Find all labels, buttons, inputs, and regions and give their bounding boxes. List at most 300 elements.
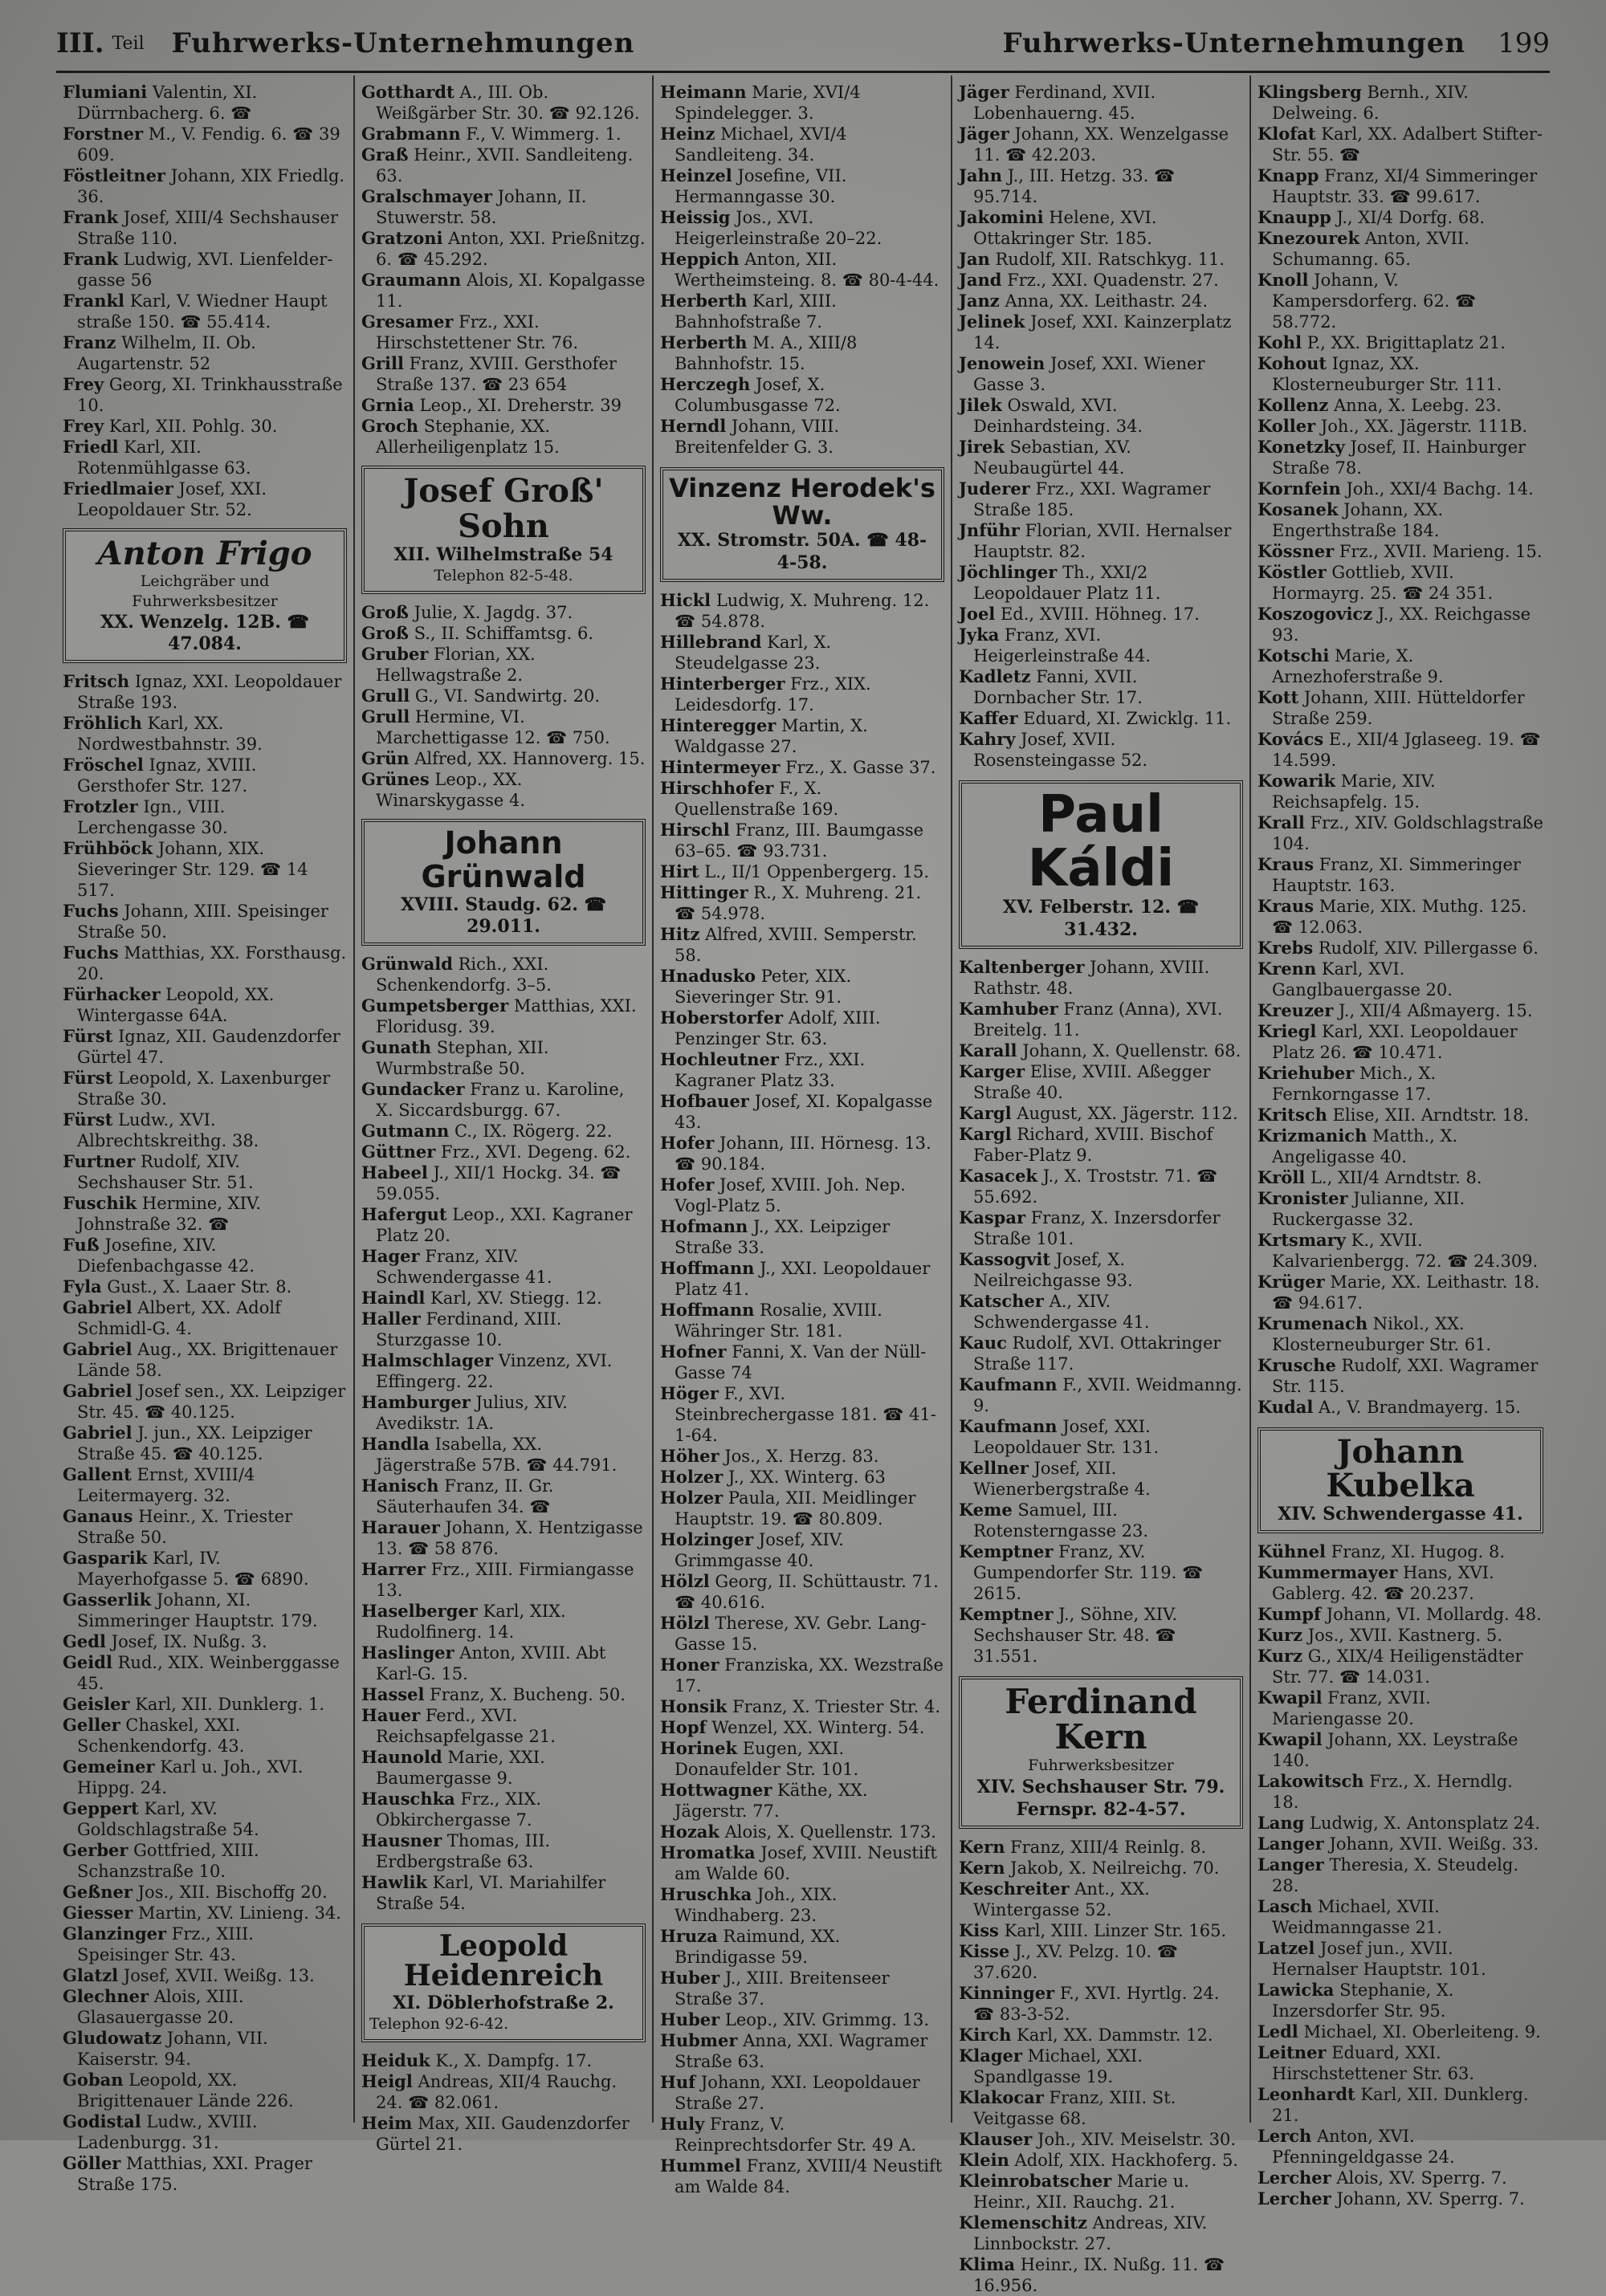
entry-name: Glechner [63,1986,149,2006]
entry-details: Leopold, XX. Wintergasse 64A. [77,985,275,1025]
entry-name: Gallent [63,1464,132,1484]
directory-entry [63,2070,347,2111]
entry-name: Karger [959,1061,1025,1082]
entry-details: C., IX. Rögerg. 22. [454,1121,613,1141]
entry-name: Jahn [959,165,1003,185]
directory-entry [1257,2021,1543,2042]
directory-entry [660,1008,944,1049]
directory-entry [63,1903,347,1924]
directory-entry [63,1715,347,1757]
directory-entry [660,757,944,778]
entry-name: Krumenach [1257,1313,1368,1333]
entry-details: Johann, XXI. Leopoldauer Straße 27. [675,2073,920,2114]
entry-name: Heissig [660,207,731,227]
entry-details: Marie, XX. Leithastr. 18. ☎ 94.617. [1272,1272,1540,1313]
directory-entry [63,437,347,478]
entry-details: Franz, XVIII. Gersthofer Straße 137. ☎ 23 654 [376,354,617,394]
directory-entry [361,1350,646,1392]
entry-name: Lercher [1257,2188,1331,2208]
entry-details: Johann, XIII. Hütteldorfer Straße 259. [1272,688,1525,728]
entry-name: Lawicka [1257,1980,1335,2000]
entry-details: Vinzenz, XVI. Effingerg. 22. [376,1350,613,1391]
directory-entry [1257,2188,1543,2209]
directory-entry [1257,1646,1543,1687]
directory-entry [1257,165,1543,207]
entry-details: Raimund, XX. Brindigasse 59. [675,1927,841,1968]
teil-label: Teil [112,33,145,54]
entry-name: Gumpetsberger [361,995,509,1016]
entry-name: Geßner [63,1882,132,1902]
entry-name: Jäger [959,82,1009,102]
directory-entry [63,1026,347,1068]
directory-entry [1257,2042,1543,2084]
entry-details: Richard, XVIII. Bischof Faber-Platz 9. [973,1125,1213,1166]
directory-entry [63,249,347,291]
entry-name: Kössner [1257,541,1335,561]
directory-entry [63,1986,347,2028]
entry-details: Hermine, VI. Marchettigasse 12. ☎ 750. [376,707,610,747]
entry-name: Langer [1257,1834,1324,1854]
entry-name: Kaspar [959,1207,1026,1228]
entry-details: Rud., XIX. Weinberggasse 45. [77,1653,340,1693]
directory-entry [660,1467,944,1488]
ad-title: Ferdinand Kern [1005,1682,1197,1757]
header-rule [56,71,1550,73]
entry-details: Sebastian, XV. Neubaugürtel 44. [973,438,1131,478]
directory-entry [959,270,1243,291]
entry-details: Ignaz, XVIII. Gersthofer Str. 127. [77,755,257,796]
entry-name: Holzer [660,1488,724,1508]
directory-entry [63,1297,347,1339]
directory-entry [1257,1625,1543,1646]
directory-entry [63,165,347,207]
entry-name: Frank [63,207,119,227]
directory-entry [660,1488,944,1529]
directory-entry [660,416,944,458]
directory-entry [361,1079,646,1121]
ad-address: XX. Wenzelg. 12B. ☎ 47.084. [100,612,309,654]
entry-name: Fyla [63,1276,102,1297]
entry-name: Jirek [959,437,1005,457]
entry-details: Andreas, XII/4 Rauchg. 24. ☎ 82.061. [376,2072,618,2113]
entry-details: Johann, XIX Friedlg. 36. [77,166,345,206]
entry-details: Ignaz, XII. Gaudenzdorfer Gürtel 47. [77,1027,340,1067]
entry-details: Josef, XI. Kopalgasse 43. [675,1092,933,1133]
entry-name: Hruza [660,1926,718,1947]
entry-details: Stephanie, XX. Allerheiligenplatz 15. [376,417,560,457]
entry-name: Keschreiter [959,1878,1070,1899]
ad-address: XV. Felberstr. 12. ☎ 31.432. [1002,897,1200,941]
entry-details: Johann, X. Hentzigasse 13. ☎ 58 876. [376,1517,643,1558]
entry-name: Habeel [361,1162,428,1183]
entry-name: Knapp [1257,165,1319,185]
directory-entry [660,966,944,1008]
directory-entry [660,291,944,332]
entry-name: Hopf [660,1717,707,1738]
entry-name: Klofat [1257,124,1316,144]
entry-name: Gemeiner [63,1757,155,1777]
entry-name: Leonhardt [1257,2084,1355,2104]
entry-name: Grabmann [361,124,461,144]
entry-name: Kern [959,1836,1005,1857]
directory-entry [63,755,347,796]
entry-name: Kraus [1257,854,1315,874]
entry-details: Matthias, XXI. Prager Straße 175. [77,2154,312,2194]
directory-entry [660,1842,944,1884]
entry-details: K., X. Dampfg. 17. [435,2051,593,2071]
directory-entry [660,882,944,924]
entry-name: Kronister [1257,1188,1348,1208]
entry-details: Leop., XIV. Grimmg. 13. [724,2010,930,2030]
entry-details: Johann, VIII. Breitenfelder G. 3. [675,417,840,457]
entry-details: J., XXI. Leopoldauer Platz 41. [675,1259,931,1300]
entry-name: Latzel [1257,1938,1315,1958]
entry-name: Kritsch [1257,1105,1327,1125]
directory-entry [660,1571,944,1613]
entry-details: Marie, XVI/4 Spindelegger. 3. [675,83,861,123]
entry-details: Josef sen., XX. Leipziger Str. 45. ☎ 40.125. [77,1382,346,1422]
entry-details: J., XX. Winterg. 63 [728,1468,886,1488]
directory-entry [660,1133,944,1174]
section-title-right: Fuhrwerks-Unternehmungen [1002,27,1466,59]
entry-details: Michael, XXI. Spandlgasse 19. [973,2046,1143,2086]
directory-entry [361,1517,646,1559]
entry-name: Flumiani [63,82,148,102]
directory-entry [361,1204,646,1246]
directory-entry [361,1162,646,1204]
entry-name: Gruber [361,644,429,664]
directory-entry [63,1193,347,1235]
entry-name: Kotschi [1257,645,1330,666]
entry-details: A., III. Ob. Weißgärber Str. 30. ☎ 92.126. [376,83,640,123]
entry-details: Josef, XVIII. Joh. Nep. Vogl-Platz 5. [675,1175,906,1216]
entry-name: Klauser [959,2128,1033,2149]
entry-name: Hauschka [361,1788,455,1809]
entry-details: Frz., XVI. Degeng. 62. [440,1142,631,1162]
entry-name: Hickl [660,590,711,611]
entry-name: Kornfein [1257,478,1341,499]
directory-entry [1257,1938,1543,1980]
entry-details: Rudolf, XXI. Wagramer Str. 115. [1272,1356,1539,1396]
page-header [56,22,1550,64]
entry-details: Anton, XVI. Pfenningeldgasse 24. [1272,2127,1455,2167]
entry-details: Nikol., XX. Klosterneuburger Str. 61. [1272,1314,1492,1354]
directory-entry [660,249,944,291]
entry-details: Frz., XIII. Speisinger Str. 43. [77,1924,254,1964]
entry-details: Frz., X. Herndlg. 18. [1272,1772,1513,1812]
directory-entry [1257,499,1543,541]
entry-details: Josef, XVII. Weißg. 13. [123,1966,315,1985]
directory-entry [63,671,347,713]
entry-name: Klein [959,2149,1009,2170]
entry-name: Ledl [1257,2021,1298,2042]
directory-entry [1257,938,1543,959]
directory-entry [1257,771,1543,812]
directory-entry [361,1288,646,1309]
directory-entry [959,1604,1243,1667]
entry-details: G., VI. Sandwirtg. 20. [414,686,601,706]
entry-details: M., V. Fendig. 6. ☎ 39 609. [77,124,340,165]
entry-details: Franz, XIII. St. Veitgasse 68. [973,2087,1176,2128]
directory-entry [1257,2084,1543,2126]
directory-entry [1257,729,1543,771]
entry-name: Fuchs [63,942,119,963]
directory-entry [361,82,646,124]
directory-entry [361,270,646,311]
entry-details: Adolf, XIII. Penzinger Str. 63. [675,1008,881,1049]
entry-details: Karl, XV. Goldschlagstraße 54. [77,1799,259,1839]
entry-name: Hintermeyer [660,757,781,778]
entry-name: Kadletz [959,666,1031,686]
directory-entry [959,1124,1243,1166]
directory-entry [63,1151,347,1193]
entry-details: Johann, XV. Sperrg. 7. [1336,2189,1525,2208]
directory-entry [63,1276,347,1297]
entry-name: Gasparik [63,1548,148,1568]
entry-name: Hnadusko [660,966,756,987]
entry-details: Ludw., XVIII. Ladenburgg. 31. [77,2112,258,2152]
entry-details: Max, XII. Gaudenzdorfer Gürtel 21. [376,2114,630,2155]
entry-details: F., XVI. Hyrtlg. 24. ☎ 83-3-52. [973,1983,1220,2024]
entry-details: Frz., XXI. Quadenstr. 27. [1007,271,1219,290]
entry-name: Knaupp [1257,207,1331,227]
entry-name: Kellner [959,1458,1029,1479]
entry-details: Elise, XVIII. Aßegger Straße 40. [973,1062,1211,1103]
entry-name: Föstleitner [63,165,165,185]
entry-name: Hoffmann [660,1300,755,1321]
directory-entry [959,1166,1243,1207]
entry-name: Hittinger [660,882,748,903]
entry-name: Holzinger [660,1529,754,1550]
entry-name: Kargl [959,1124,1012,1145]
entry-details: Joh., XIX. Windhaberg. 23. [675,1885,838,1926]
directory-entry [959,207,1243,249]
entry-details: A., XIV. Schwendergasse 41. [973,1292,1150,1333]
advertisement-frigo [63,528,347,663]
entry-details: Karl, IV. Mayerhofgasse 5. ☎ 6890. [77,1549,309,1589]
directory-entry [361,1747,646,1789]
directory-entry [1257,1313,1543,1355]
entry-name: Honsik [660,1696,728,1717]
directory-entry [660,590,944,632]
entry-name: Kaltenberger [959,957,1085,978]
entry-name: Forstner [63,124,144,144]
entry-name: Hölzl [660,1571,710,1592]
directory-entry [1257,1541,1543,1562]
directory-entry [63,1882,347,1903]
entry-name: Klemenschitz [959,2212,1087,2233]
entry-name: Hromatka [660,1842,756,1863]
directory-entry [361,1872,646,1914]
directory-entry [660,778,944,820]
entry-details: J., XX. Leipziger Straße 33. [675,1217,891,1258]
entry-details: Franz, XI. Simmeringer Hauptstr. 163. [1272,855,1521,895]
entry-details: Josef, XXI. Leopoldauer Str. 131. [973,1417,1160,1458]
entry-details: Franz, V. Reinprechtsdorfer Str. 49 A. [675,2115,917,2156]
directory-entry [959,1879,1243,1920]
entry-name: Haunold [361,1746,442,1767]
directory-entry [959,353,1243,395]
entry-name: Geisler [63,1694,130,1714]
directory-entry [1257,270,1543,332]
directory-entry [361,1309,646,1350]
entry-details: Ludwig, XVI. Lienfelder- gasse 56 [77,250,333,290]
entry-details: G., XIX/4 Heiligenstädter Str. 77. ☎ 14.031. [1272,1647,1523,1687]
entry-details: Johann, III. Hörnesg. 13. ☎ 90.184. [675,1134,931,1174]
entry-details: Eduard, XXI. Hirschstettener Str. 63. [1272,2043,1475,2083]
entry-name: Kurz [1257,1625,1303,1645]
directory-entry [660,2009,944,2030]
entry-details: J., XII/1 Hockg. 34. ☎ 59.055. [376,1162,622,1203]
entry-name: Kröll [1257,1167,1306,1187]
entry-name: Frey [63,416,104,436]
entry-details: Michael, XVI/4 Sandleiteng. 34. [675,124,847,165]
directory-entry [1257,541,1543,562]
entry-details: Marie u. Heinr., XII. Rauchg. 21. [973,2171,1189,2212]
directory-entry [63,478,347,520]
directory-entry [959,604,1243,625]
directory-entry [660,1446,944,1467]
entry-name: Haller [361,1308,421,1329]
entry-name: Lerch [1257,2126,1312,2146]
directory-entry [361,311,646,353]
entry-details: Jos., XVI. Heigerleinstraße 20–22. [675,208,882,248]
directory-entry [660,1696,944,1717]
entry-name: Fröschel [63,755,144,775]
entry-name: Leitner [1257,2042,1327,2062]
directory-entry [361,954,646,995]
directory-entry [660,1216,944,1258]
directory-entry [361,1037,646,1079]
entry-name: Konetzky [1257,437,1345,457]
entry-details: Johann, X. Quellenstr. 68. [1022,1041,1241,1061]
entry-name: Klima [959,2253,1016,2274]
entry-details: S., II. Schiffamtsg. 6. [414,624,594,643]
entry-details: Frz., X. Gasse 37. [785,758,936,778]
directory-entry [959,1207,1243,1249]
entry-name: Gresamer [361,311,454,332]
entry-name: Hamburger [361,1391,471,1412]
entry-details: Wilhelm, II. Ob. Augartenstr. 52 [77,333,256,373]
directory-entry [959,1941,1243,1983]
entry-details: Johann, II. Stuwerstr. 58. [376,187,587,227]
directory-entry [1257,1562,1543,1604]
entry-details: Josef, XIV. Grimmgasse 40. [675,1530,844,1571]
directory-entry [1257,1834,1543,1854]
entry-name: Grünes [361,769,430,789]
entry-details: Karl, VI. Mariahilfer Straße 54. [376,1872,606,1913]
entry-name: Kaufmann [959,1416,1058,1437]
directory-entry [1257,2168,1543,2188]
entry-name: Gotthardt [361,82,454,102]
entry-details: Leop., XXI. Kagraner Platz 20. [376,1204,633,1245]
entry-details: Joh., XX. Jägerstr. 111B. [1320,417,1528,436]
entry-details: Johann, V. Kampersdorferg. 62. ☎ 58.772. [1272,271,1477,332]
entry-details: Heinr., X. Triester Straße 50. [77,1507,293,1547]
entry-details: Frz., XXI. Hirschstettener Str. 76. [376,312,579,352]
entry-details: Alfred, XX. Hannoverg. 15. [414,749,646,768]
directory-entry [660,1174,944,1216]
advertisement-gross [361,466,646,594]
ad-title: Johann Kubelka [1326,1433,1475,1504]
ad-address: XI. Döblerhofstraße 2. [393,1993,614,2014]
directory-entry [660,820,944,861]
entry-name: Klakocar [959,2086,1044,2107]
entry-name: Köstler [1257,562,1327,582]
entry-details: Franz, XVIII/4 Neustift am Walde 84. [675,2156,943,2197]
entry-details: Franz, XV. Gumpendorfer Str. 119. ☎ 2615. [973,1542,1204,1604]
entry-details: Matthias, XXI. Floridusg. 39. [376,995,637,1036]
entry-details: Michael, XI. Oberleiteng. 9. [1303,2022,1541,2042]
entry-details: Josef, XXI. Wiener Gasse 3. [973,354,1205,394]
directory-entry [1257,1604,1543,1625]
entry-details: Franz, XI. Hugog. 8. [1331,1542,1506,1561]
entry-name: Kowarik [1257,771,1336,791]
directory-entry [660,207,944,249]
entry-details: Karl, V. Wiedner Haupt straße 150. ☎ 55.414. [77,291,328,332]
entry-name: Kahry [959,729,1016,749]
entry-details: Karl, XII. Dunklerg. 21. [1272,2085,1529,2125]
entry-name: Grünwald [361,953,453,974]
entry-name: Kohl [1257,332,1302,352]
entry-name: Hofer [660,1174,715,1195]
directory-entry [660,374,944,416]
entry-details: Julius, XIV. Avedikstr. 1A. [376,1392,568,1433]
entry-name: Koller [1257,416,1316,436]
entry-details: Marie, XXI. Baumergasse 9. [376,1747,545,1788]
entry-details: Anton, XXI. Prießnitzg. 6. ☎ 45.292. [376,229,646,269]
entry-name: Hirschhofer [660,778,774,799]
entry-name: Kumpf [1257,1604,1321,1624]
entry-details: Anton, XVIII. Abt Karl-G. 15. [376,1643,606,1683]
entry-name: Krebs [1257,938,1314,958]
directory-entry [660,82,944,124]
entry-details: Paula, XII. Meidlinger Hauptstr. 19. ☎ 80.809. [675,1488,916,1529]
entry-name: Huly [660,2114,705,2135]
entry-details: Karl, XIII. Bahnhofstraße 7. [675,291,837,332]
directory-entry [660,1383,944,1446]
entry-name: Hitz [660,924,700,945]
entry-name: Haindl [361,1287,426,1308]
entry-name: Herndl [660,416,727,436]
entry-details: Anton, XII. Wertheimsteing. 8. ☎ 80-4-44. [675,250,940,290]
directory-entry [959,1249,1243,1291]
entry-details: Anna, XXI. Wagramer Straße 63. [675,2031,928,2072]
directory-entry [63,942,347,984]
entry-name: Fürst [63,1068,113,1088]
entry-name: Heinz [660,124,715,144]
entry-details: Franz, II. Gr. Säuterhaufen 34. ☎ [376,1476,554,1516]
entry-details: Frz., XXI. Wagramer Straße 185. [973,479,1211,519]
directory-entry [1257,1272,1543,1313]
entry-details: Mich., X. Fernkorngasse 17. [1272,1064,1437,1104]
directory-entry [1257,82,1543,124]
entry-name: Knoll [1257,270,1309,290]
entry-name: Hager [361,1245,420,1266]
entry-name: Göller [63,2153,121,2173]
directory-entry [63,838,347,901]
advertisement-kaldi [959,780,1243,949]
directory-entry [1257,896,1543,938]
entry-details: Gust., X. Laaer Str. 8. [107,1277,292,1297]
entry-details: Ignaz, XX. Klosterneuburger Str. 111. [1272,354,1502,394]
entry-details: Josef, X. Neilreichgasse 93. [973,1250,1133,1291]
entry-name: Horinek [660,1738,738,1759]
entry-name: Hottwagner [660,1780,772,1801]
directory-entry [959,1458,1243,1500]
entry-name: Kollenz [1257,395,1329,415]
entry-details: Marie, X. Arnezhoferstraße 9. [1272,646,1444,686]
